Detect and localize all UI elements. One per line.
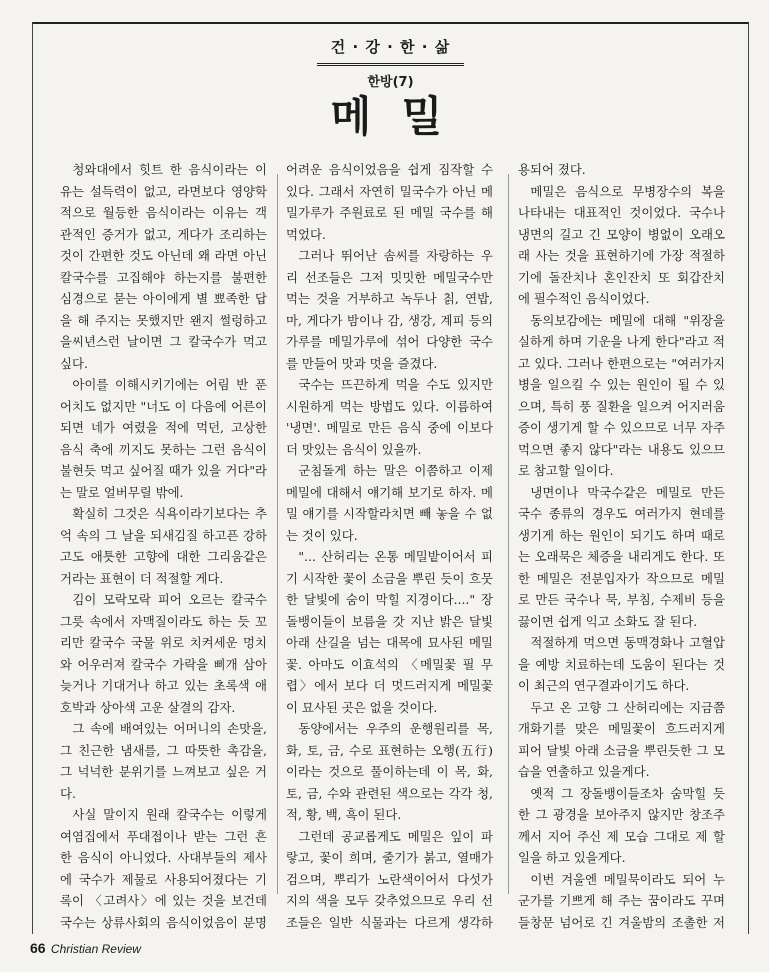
page-number: 66 — [30, 940, 46, 956]
text-column-1 — [60, 159, 267, 929]
article-title: 메 밀 — [330, 92, 451, 141]
column-divider — [508, 174, 509, 894]
paragraph: 메밀은 음식으로 무병장수의 복을 나타내는 대표적인 것이었다. 국수나 냉면의 길고 긴 모양이 병없이 오래오래 사는 것을 표현하기에 가장 적절하기에 돌잔치나 혼인잔치 또 회갑잔치에 필수적인 음식이었다. — [518, 183, 725, 306]
paragraph: 그러나 뛰어난 솜씨를 자랑하는 우리 선조들은 그저 밋밋한 메밀국수만 먹는 것을 거부하고 녹두나 칡, 연밥, 마, 게다가 밤이나 감, 생강, 계피 등의 가루를 메밀가루에 섞어 다양한 국수를 만들어 맛과 멋을 즐겼다. — [286, 248, 493, 371]
text-column-3 — [518, 159, 725, 929]
paragraph: 두고 온 고향 그 산허리에는 지금쯤 개화기를 맞은 메밀꽃이 흐드러지게 피어 달빛 아래 소금을 뿌린듯한 그 모습을 연출하고 있을게다. — [518, 699, 725, 779]
column-divider — [277, 174, 278, 894]
paragraph: 적절하게 먹으면 동맥경화나 고혈압을 예방 치료하는데 도움이 된다는 것이 최근의 연구결과이기도 하다. — [518, 635, 725, 693]
paragraph: 사실 말이지 원래 칼국수는 이렇게 여염집에서 푸대접이나 받는 그런 흔한 음식이 아니었다. 사대부들의 제사에 국수가 제물로 사용되어졌다는 기록이 〈고려사〉에 있는 것을 보건데 국수는 상류사회의 음식이었음이 분명 — [60, 807, 267, 929]
paragraph: 확실히 그것은 식욕이라기보다는 추억 속의 그 날을 되새김질 하고픈 강하고도 애틋한 고향에 대한 그리움같은 거라는 표현이 더 적절할 게다. — [60, 506, 267, 586]
paragraph: 그 속에 배여있는 어머니의 손맛을, 그 친근한 냄새를, 그 따뜻한 촉감을, 그 넉넉한 분위기를 느껴보고 싶은 거다. — [60, 721, 267, 801]
paragraph: 옛적 그 장돌뱅이들조차 숨막힐 듯한 그 광경을 보아주지 않지만 창조주께서 지어 주신 제 모습 그대로 제 할 일을 하고 있을게다. — [518, 785, 725, 865]
paragraph: 냉면이나 막국수같은 메밀로 만든 국수 종류의 경우도 여러가지 현데를 생기게 하는 원인이 되기도 하며 때로는 오래묵은 체증을 내리게도 한다. 또한 메밀은 전분입자가 작으므로 메밀로 만든 국수나 묵, 부침, 수제비 등을 끓이면 쉽게 익고 소화도 잘 된다. — [518, 484, 725, 629]
series-title: 건 · 강 · 한 · 삶 — [317, 34, 464, 66]
paragraph: 김이 모락모락 피어 오르는 칼국수 그릇 속에서 자맥질이라도 하는 듯 꼬리만 칼국수 국물 위로 치켜세운 멍치와 어우러져 칼국수 가락을 삐개 삼아 늦거나 기대거나 하고 있는 초록색 애호박과 상아색 고운 살결의 감자. — [60, 592, 267, 715]
paragraph: 동의보감에는 메밀에 대해 "위장을 실하게 하며 기운을 나게 한다"라고 적고 있다. 그러나 한편으로는 "여러가지 병을 일으킬 수 있는 원인이 될 수 있으며, 특히 풍 질환을 일으켜 어지러움증이 생기게 할 수 있으므로 너무 자주 먹으면 좋지 않다"라는 내용도 있으므로 참고할 일이다. — [518, 312, 725, 478]
paragraph: 어려운 음식이었음을 쉽게 짐작할 수 있다. 그래서 자연히 밀국수가 아닌 메밀가루가 주원료로 된 메밀 국수를 해 먹었다. — [286, 162, 493, 242]
paragraph: 아이를 이해시키기에는 어림 반 푼어치도 없지만 "너도 이 다음에 어른이 되면 네가 여렸을 적에 먹던, 고상한 음식 축에 끼지도 못하는 그런 음식이 불현듯 먹고 싶어질 때가 있을 거다"라는 말로 얼버무릴 밖에. — [60, 377, 267, 500]
paragraph: 그런데 공교롭게도 메밀은 잎이 파랗고, 꽃이 희며, 줄기가 붉고, 열매가 검으며, 뿌리가 노란색이어서 다섯가지의 색을 모두 갖추었으므로 우리 선조들은 일반 식물과는 다르게 생각하 — [286, 828, 493, 929]
series-issue: 한방(7) — [367, 75, 414, 90]
magazine-name: Christian Review — [50, 942, 141, 956]
column-3-body — [518, 159, 725, 929]
article-header — [33, 34, 748, 142]
paragraph: 청와대에서 힛트 한 음식이라는 이유는 설득력이 없고, 라면보다 영양학적으로 월등한 음식이라는 이유는 객관적인 증거가 없고, 게다가 조리하는 것이 간편한 것도 아닌데 왜 라면 아닌 칼국수를 고집해야 하는지를 불편한 심경으로 묻는 아이에게 별 뾰족한 답을 해 주지는 못했지만 왠지 썰렁하고 을씨년스런 날이면 그 칼국수가 먹고 싶다. — [60, 162, 267, 371]
page-footer — [30, 940, 141, 956]
paragraph: "... 산허리는 온통 메밀밭이어서 피기 시작한 꽃이 소금을 뿌린 듯이 흐뭇한 달빛에 숨이 막힐 지경이다...." 장돌뱅이들이 보름을 갓 지난 밝은 달빛 아래 산길을 넘는 대목에 묘사된 메밀꽃. 아마도 이효석의 〈메밀꽃 필 무렵〉에서 보다 더 멋드러지게 메밀꽃이 묘사된 곳은 없을 것이다. — [286, 549, 493, 715]
paragraph: 동양에서는 우주의 운행원리를 목, 화, 토, 금, 수로 표현하는 오행(五行)이라는 것으로 풀이하는데 이 목, 화, 토, 금, 수와 관련된 색으로는 각각 청, 적, 황, 백, 흑이 된다. — [286, 721, 493, 822]
paragraph: 이번 겨울엔 메밀묵이라도 되어 누군가를 기쁘게 해 주는 꿈이라도 꾸며 들창문 넘어로 긴 겨울밤의 조촐한 저 — [518, 871, 725, 929]
paragraph: 국수는 뜨끈하게 먹을 수도 있지만 시원하게 먹는 방법도 있다. 이름하여 '냉면'. 메밀로 만든 음식 중에 이보다 더 맛있는 음식이 있을까. — [286, 377, 493, 457]
paragraph: 용되어 졌다. — [518, 162, 586, 177]
article-frame — [32, 22, 749, 934]
paragraph: 군침돌게 하는 말은 이쯤하고 이제 메밀에 대해서 얘기해 보기로 하자. 메밀 얘기를 시작할라치면 빼 놓을 수 없는 것이 있다. — [286, 463, 493, 543]
text-column-2 — [286, 159, 493, 929]
